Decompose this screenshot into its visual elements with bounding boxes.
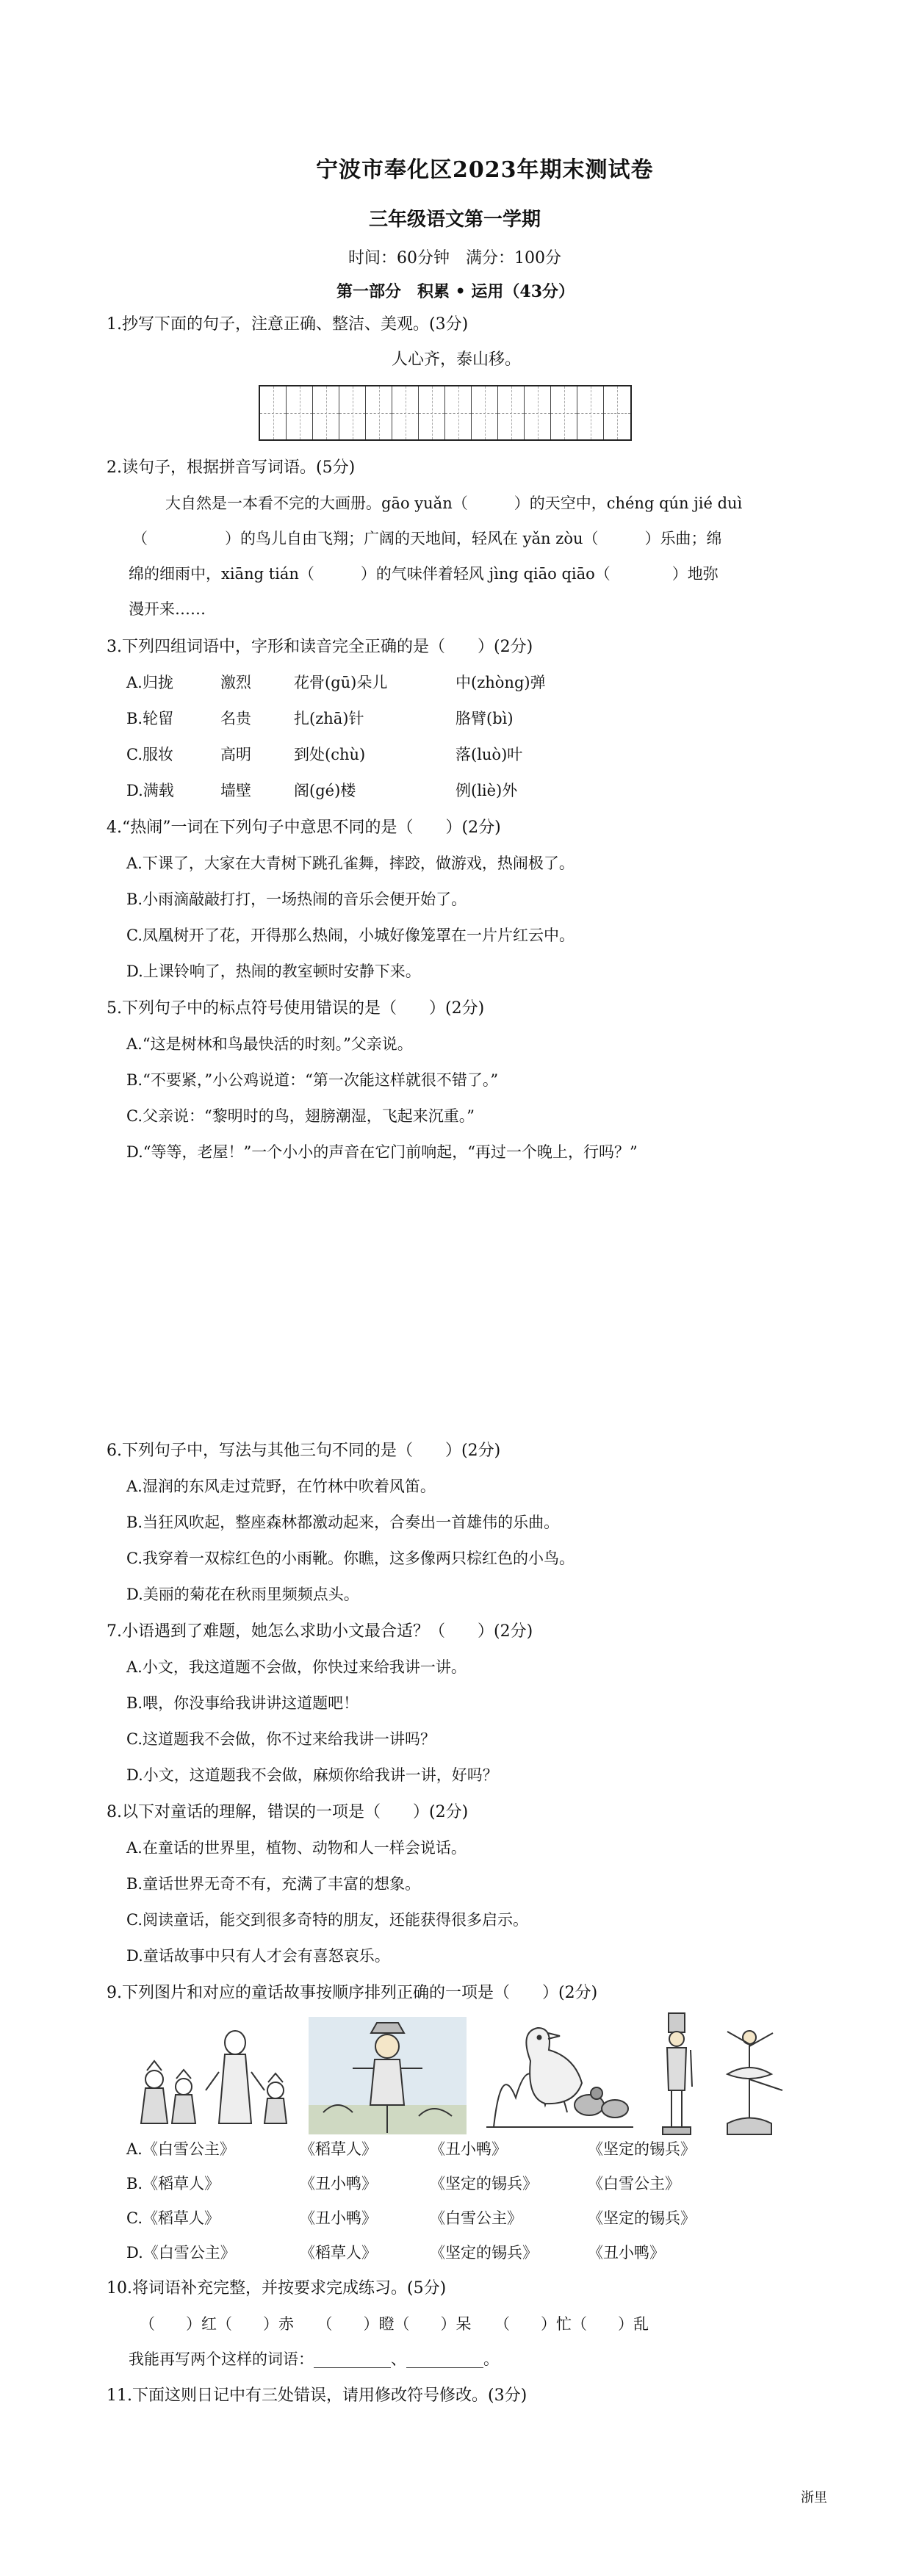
question-2-line-3: 绵的细雨中，xiāng tián（ ）的气味伴着轻风 jìng qiāo qiāo（ ）地弥 [129,565,719,583]
option-D[interactable]: D.上课铃响了，热闹的教室顿时安静下来。 [126,963,421,980]
option-C[interactable]: C.阅读童话，能交到很多奇特的朋友，还能获得很多启示。 [126,1911,528,1929]
option-D[interactable]: D.美丽的菊花在秋雨里频频点头。 [126,1586,359,1603]
part-heading: 第一部分 积累 • 运用（43分） [336,282,575,301]
ugly-duckling-picture [486,2017,633,2134]
exam-meta: 时间：60分钟 满分：100分 [348,249,561,267]
option-cell: 墙壁 [220,782,251,799]
option-D[interactable]: D.《白雪公主》 [126,2244,236,2262]
option-A[interactable]: A.小文，我这道题不会做，你快过来给我讲一讲。 [126,1658,467,1676]
option-cell: 例(liè)外 [455,782,518,799]
option-B[interactable]: B.喂，你没事给我讲讲这道题吧！ [126,1694,359,1712]
question-2-line-1: 大自然是一本看不完的大画册。gāo yuǎn（ ）的天空中，chéng qún jié duì [165,494,743,512]
question-10-stem: 10.将词语补充完整，并按要求完成练习。(5分) [107,2279,447,2298]
option-C[interactable]: C.我穿着一双棕红色的小雨靴。你瞧，这多像两只棕红色的小鸟。 [126,1550,575,1567]
question-2-line-2: （ ）的鸟儿自由飞翔；广阔的天地间，轻风在 yǎn zòu（ ）乐曲；绵 [132,530,722,547]
option-C[interactable]: C.《稻草人》 [126,2209,220,2227]
option-A[interactable]: A.下课了，大家在大青树下跳孔雀舞，摔跤，做游戏，热闹极了。 [126,855,575,872]
option-D[interactable]: D.童话故事中只有人才会有喜怒哀乐。 [126,1947,390,1965]
option-C[interactable]: C.服妆 [126,746,173,763]
scarecrow-picture [309,2017,467,2134]
option-cell: 《坚定的锡兵》 [430,2175,538,2192]
option-B[interactable]: B.当狂风吹起，整座森林都激动起来，合奏出一首雄伟的乐曲。 [126,1514,560,1531]
option-cell: 扎(zhā)针 [294,710,364,727]
option-cell: 《坚定的锡兵》 [588,2209,696,2227]
option-cell: 《白雪公主》 [430,2209,522,2227]
option-cell: 《坚定的锡兵》 [430,2244,538,2262]
question-6-stem: 6.下列句子中，写法与其他三句不同的是（ ）(2分) [107,1442,501,1460]
option-A[interactable]: A.归拢 [126,674,173,691]
page-title: 宁波市奉化区2023年期末测试卷 [316,157,654,183]
question-10-words[interactable]: （ ）红（ ）赤 （ ）瞪（ ）呆 （ ）忙（ ）乱 [140,2315,649,2333]
option-cell: 《稻草人》 [300,2140,377,2158]
option-cell: 到处(chù) [294,746,366,763]
question-4-stem: 4.“热闹”一词在下列句子中意思不同的是（ ）(2分) [107,819,501,837]
question-2-line-4: 漫开来…… [129,600,206,618]
option-cell: 名贵 [220,710,251,727]
option-B[interactable]: B.轮留 [126,710,174,727]
copy-writing-grid[interactable] [259,385,632,441]
option-A[interactable]: A.“这是树林和鸟最快活的时刻。”父亲说。 [126,1035,413,1053]
snow-white-picture [125,2021,301,2131]
option-A[interactable]: A.在童话的世界里，植物、动物和人一样会说话。 [126,1839,467,1857]
option-cell: 《丑小鸭》 [588,2244,665,2262]
option-C[interactable]: C.这道题我不会做，你不过来给我讲一讲吗？ [126,1730,436,1748]
question-10-more-words[interactable]: 我能再写两个这样的词语：__________、__________。 [129,2350,499,2368]
question-5-stem: 5.下列句子中的标点符号使用错误的是（ ）(2分) [107,999,485,1018]
question-8-stem: 8.以下对童话的理解，错误的一项是（ ）(2分) [107,1803,469,1821]
tin-soldier-picture [647,2010,793,2138]
option-C[interactable]: C.凤凰树开了花，开得那么热闹，小城好像笼罩在一片片红云中。 [126,927,575,944]
footer-region: 浙里 [801,2490,827,2505]
option-B[interactable]: B.童话世界无奇不有，充满了丰富的想象。 [126,1875,421,1893]
option-cell: 胳臂(bì) [455,710,514,727]
option-B[interactable]: B.《稻草人》 [126,2175,220,2192]
option-cell: 《坚定的锡兵》 [588,2140,696,2158]
option-cell: 《稻草人》 [300,2244,377,2262]
question-2-stem: 2.读句子，根据拼音写词语。(5分) [107,458,356,477]
option-A[interactable]: A.湿润的东风走过荒野，在竹林中吹着风笛。 [126,1478,436,1495]
option-cell: 高明 [220,746,251,763]
option-C[interactable]: C.父亲说：“黎明时的鸟，翅膀潮湿，飞起来沉重。” [126,1107,475,1125]
option-cell: 《丑小鸭》 [300,2175,377,2192]
option-cell: 《丑小鸭》 [300,2209,377,2227]
page-subtitle: 三年级语文第一学期 [369,209,541,231]
question-11-stem: 11.下面这则日记中有三处错误，请用修改符号修改。(3分) [107,2386,527,2405]
option-D[interactable]: D.满载 [126,782,174,799]
question-3-stem: 3.下列四组词语中，字形和读音完全正确的是（ ）(2分) [107,638,533,656]
option-D[interactable]: D.“等等，老屋！”一个小小的声音在它门前响起，“再过一个晚上，行吗？” [126,1143,638,1161]
option-cell: 《丑小鸭》 [430,2140,507,2158]
option-D[interactable]: D.小文，这道题我不会做，麻烦你给我讲一讲，好吗？ [126,1766,498,1784]
option-cell: 激烈 [220,674,251,691]
option-cell: 阁(gé)楼 [294,782,356,799]
option-cell: 《白雪公主》 [588,2175,680,2192]
option-cell: 落(luò)叶 [455,746,523,763]
option-B[interactable]: B.小雨滴敲敲打打，一场热闹的音乐会便开始了。 [126,891,467,908]
option-A[interactable]: A.《白雪公主》 [126,2140,235,2158]
question-1-sentence: 人心齐，泰山移。 [392,350,522,369]
option-cell: 花骨(gū)朵儿 [294,674,388,691]
option-B[interactable]: B.“不要紧，”小公鸡说道：“第一次能这样就很不错了。” [126,1071,499,1089]
question-7-stem: 7.小语遇到了难题，她怎么求助小文最合适？（ ）(2分) [107,1622,533,1641]
option-cell: 中(zhòng)弹 [455,674,546,691]
question-9-stem: 9.下列图片和对应的童话故事按顺序排列正确的一项是（ ）(2分) [107,1984,598,2002]
question-1-stem: 1.抄写下面的句子，注意正确、整洁、美观。(3分) [107,315,469,334]
